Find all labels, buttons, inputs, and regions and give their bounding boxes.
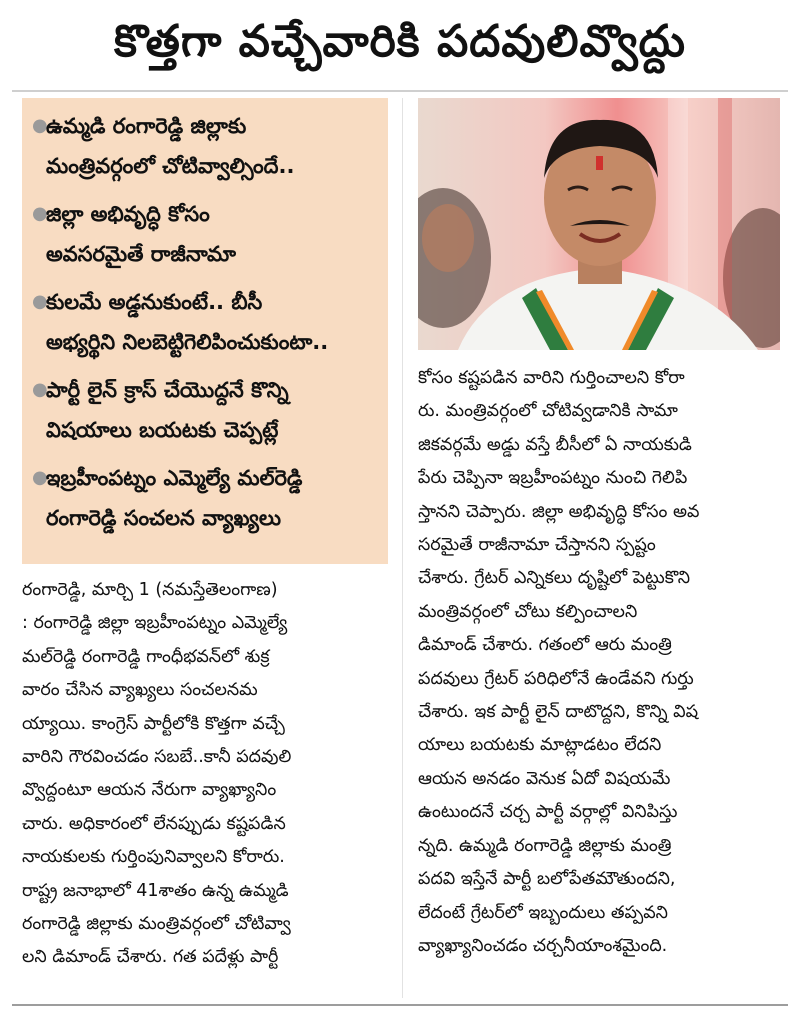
headline-divider	[12, 90, 788, 92]
highlight-item	[32, 194, 378, 274]
body-line: మల్‌రెడ్డి రంగారెడ్డి గాంధీభవన్‌లో శుక్ర	[22, 646, 270, 667]
highlight-text: కులమే అడ్డనుకుంటే.. బీసీ అభ్యర్థిని నిలబెట్టిగెలిపించుకుంటా..	[46, 290, 329, 354]
body-line: రంగారెడ్డి జిల్లాకు మంత్రివర్గంలో చోటివ్వా	[22, 914, 291, 935]
body-line: నాయకులకు గుర్తింపునివ్వాలని కోరారు.	[22, 847, 285, 868]
politician-photo	[418, 98, 780, 350]
article-body-left	[22, 574, 388, 975]
body-line: రంగారెడ్డి, మార్చి 1 (నమస్తేతెలంగాణ)	[22, 580, 278, 600]
body-line: చారు. అధికారంలో లేనప్పుడు కష్టపడిన	[22, 813, 286, 834]
body-line: ఆయన అనడం వెనుక ఏదో విషయమే	[418, 768, 671, 789]
highlight-item	[32, 106, 378, 186]
article-body-right	[418, 362, 780, 963]
body-line: వ్వొద్దంటూ ఆయన నేరుగా వ్యాఖ్యానిం	[22, 780, 277, 801]
body-line: కోసం కష్టపడిన వారిని గుర్తించాలని కోరా	[418, 368, 685, 388]
bullet-icon: ●	[32, 203, 48, 224]
body-line: పేరు చెప్పినా ఇబ్రహీంపట్నం నుంచి గెలిపి	[418, 468, 688, 489]
body-line: సరమైతే రాజీనామా చేస్తానని స్పష్టం	[418, 535, 656, 556]
body-line: ఉంటుందనే చర్చ పార్టీ వర్గాల్లో వినిపిస్తు	[418, 802, 678, 823]
highlight-text: జిల్లా అభివృద్ధి కోసం అవసరమైతే రాజీనామా	[46, 202, 236, 266]
body-line: రు. మంత్రివర్గంలో చోటివ్వడానికి సామా	[418, 401, 678, 422]
portrait-illustration	[418, 98, 780, 350]
bullet-icon: ●	[32, 115, 48, 136]
bullet-icon: ●	[32, 291, 48, 312]
body-line: డిమాండ్ చేశారు. గతంలో ఆరు మంత్రి	[418, 635, 672, 656]
bullet-icon: ●	[32, 379, 48, 400]
body-line: వ్యాఖ్యానించడం చర్చనీయాంశమైంది.	[418, 935, 668, 956]
body-line: మంత్రివర్గంలో చోటు కల్పించాలని	[418, 601, 638, 622]
highlight-text: పార్టీ లైన్ క్రాస్ చేయొద్దనే కొన్ని విషయాలు బయటకు చెప్పట్లే	[46, 378, 289, 442]
highlight-item	[32, 282, 378, 362]
headline: కొత్తగా వచ్చేవారికి పదవులివ్వొద్దు	[114, 16, 686, 67]
body-line: చేశారు. ఇక పార్టీ లైన్ దాటొద్దని, కొన్ని విష	[418, 702, 699, 723]
body-line: స్తానని చెప్పారు. జిల్లా అభివృద్ధి కోసం అవ	[418, 501, 700, 522]
highlight-item	[32, 458, 378, 538]
highlight-text: ఇబ్రహీంపట్నం ఎమ్మెల్యే మల్‌రెడ్డి రంగారెడ్డి సంచలన వ్యాఖ్యలు	[46, 466, 303, 530]
body-line: చేశారు. గ్రేటర్ ఎన్నికలు దృష్టిలో పెట్టుకొని	[418, 568, 691, 589]
body-line: : రంగారెడ్డి జిల్లా ఇబ్రహీంపట్నం ఎమ్మెల్యే	[22, 613, 288, 634]
body-line: పదవులు గ్రేటర్ పరిధిలోనే ఉండేవని గుర్తు	[418, 668, 694, 689]
highlight-text: ఉమ్మడి రంగారెడ్డి జిల్లాకు మంత్రివర్గంలో చోటివ్వాల్సిందే..	[46, 114, 295, 178]
highlight-item	[32, 370, 378, 450]
bottom-divider	[12, 1004, 788, 1006]
body-line: లని డిమాండ్ చేశారు. గత పదేళ్లు పార్టీ	[22, 947, 279, 968]
bullet-icon: ●	[32, 467, 48, 488]
body-line: జికవర్గమే అడ్డు వస్తే బీసీలో ఏ నాయకుడి	[418, 434, 692, 455]
body-line: వారిని గౌరవించడం సబబే..కానీ పదవులి	[22, 747, 292, 768]
body-line: లేదంటే గ్రేటర్‌లో ఇబ్బందులు తప్పవని	[418, 902, 668, 923]
body-line: వారం చేసిన వ్యాఖ్యలు సంచలనమ	[22, 680, 258, 701]
highlights-box	[22, 98, 388, 564]
body-line: న్నది. ఉమ్మడి రంగారెడ్డి జిల్లాకు మంత్రి	[418, 835, 672, 856]
body-line: పదవి ఇస్తేనే పార్టీ బలోపేతమౌతుందని,	[418, 869, 676, 890]
column-divider	[402, 98, 403, 998]
body-line: య్యాయి. కాంగ్రెస్ పార్టీలోకి కొత్తగా వచ్చే	[22, 713, 285, 734]
body-line: యాలు బయటకు మాట్లాడటం లేదని	[418, 735, 662, 756]
body-line: రాష్ట్ర జనాభాలో 41శాతం ఉన్న ఉమ్మడి	[22, 880, 289, 901]
